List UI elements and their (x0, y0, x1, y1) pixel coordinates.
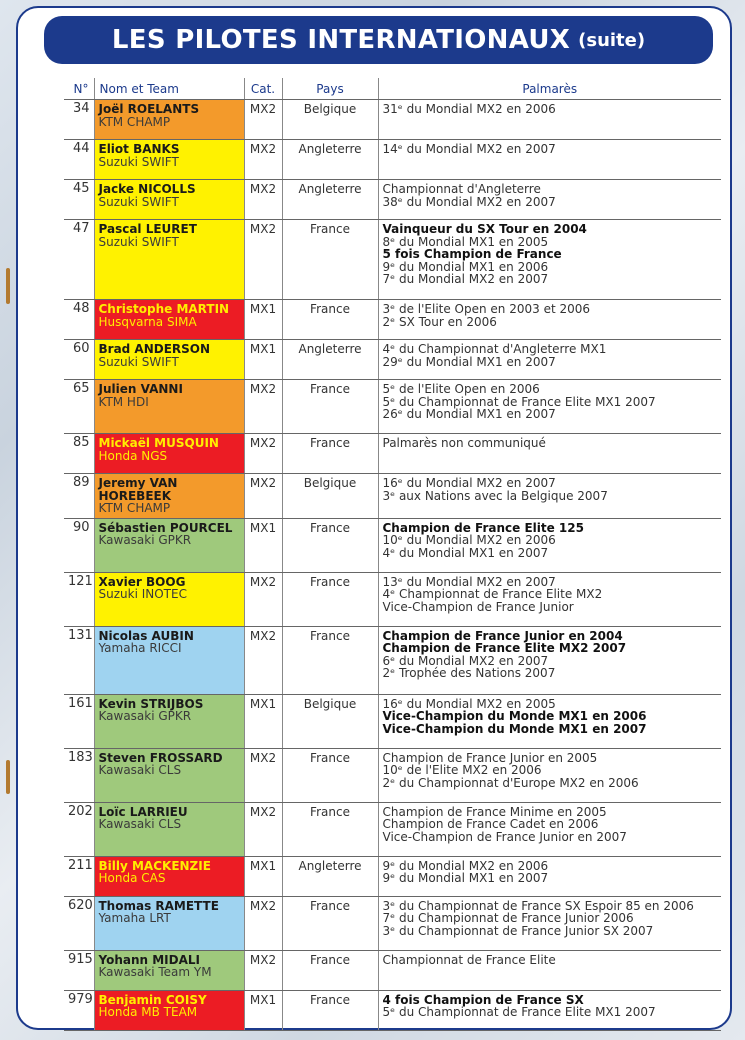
pilot-team: KTM HDI (98, 394, 149, 409)
pilot-name: Eliot BANKS (98, 142, 180, 156)
pilot-country: France (282, 380, 378, 434)
page-title-banner (44, 16, 713, 64)
edge-mark-top (6, 268, 10, 304)
palmares-line: 2ᵉ SX Tour en 2006 (382, 314, 497, 329)
header-cat: Cat. (244, 78, 282, 100)
pilot-palmares (378, 694, 721, 748)
palmares-line: 3ᵉ de l'Elite Open en 2003 et 2006 (382, 302, 591, 316)
palmares-line: 7ᵉ du Mondial MX2 en 2007 (382, 272, 549, 286)
pilot-number: 60 (64, 340, 94, 380)
pilot-name: Loïc LARRIEU (98, 804, 188, 819)
palmares-line: 14ᵉ du Mondial MX2 en 2007 (382, 142, 556, 156)
table-row (64, 100, 721, 140)
palmares-line: 4 fois Champion de France SX (382, 992, 584, 1007)
palmares-line: Palmarès non communiqué (382, 436, 546, 450)
palmares-line: 29ᵉ du Mondial MX1 en 2007 (382, 354, 556, 369)
pilot-palmares (378, 802, 721, 856)
pilot-team: Suzuki SWIFT (98, 154, 179, 169)
pilot-category: MX1 (244, 518, 282, 572)
table-row (64, 748, 721, 802)
pilot-country: Angleterre (282, 340, 378, 380)
pilot-name-team-cell (94, 220, 244, 300)
pilot-number: 44 (64, 140, 94, 180)
table-row (64, 950, 721, 990)
pilot-name: Mickaël MUSQUIN (98, 436, 219, 450)
pilot-country: France (282, 572, 378, 626)
pilot-country: Angleterre (282, 856, 378, 896)
pilot-category: MX2 (244, 802, 282, 856)
palmares-line: 3ᵉ aux Nations avec la Belgique 2007 (382, 488, 608, 503)
palmares-line: Champion de France Junior en 2005 (382, 750, 598, 765)
pilot-palmares (378, 572, 721, 626)
pilot-palmares (378, 340, 721, 380)
pilot-team: Honda CAS (98, 871, 166, 885)
page-title-suffix: (suite) (578, 29, 646, 51)
table-row (64, 220, 721, 300)
pilot-palmares (378, 380, 721, 434)
pilot-category: MX2 (244, 434, 282, 474)
pilot-country: France (282, 626, 378, 694)
pilot-name-team-cell (94, 626, 244, 694)
palmares-line: Champion de France Cadet en 2006 (382, 817, 599, 831)
pilot-category: MX2 (244, 626, 282, 694)
pilot-name: Benjamin COISY (98, 992, 207, 1007)
pilot-number: 47 (64, 220, 94, 300)
pilot-number: 202 (64, 802, 94, 856)
palmares-line: Championnat d'Angleterre (382, 182, 541, 196)
pilot-category: MX2 (244, 474, 282, 519)
pilot-name-team-cell (94, 100, 244, 140)
pilot-name-team-cell (94, 340, 244, 380)
pilot-number: 90 (64, 518, 94, 572)
palmares-line: Vice-Champion du Monde MX1 en 2007 (382, 721, 647, 736)
pilot-name: Julien VANNI (98, 382, 183, 396)
edge-mark-bottom (6, 760, 10, 794)
palmares-line: 5ᵉ du Championnat de France Elite MX1 2007 (382, 1005, 656, 1019)
pilot-country: France (282, 990, 378, 1030)
pilot-country: France (282, 300, 378, 340)
pilot-number: 48 (64, 300, 94, 340)
pilot-name-team-cell (94, 180, 244, 220)
pilot-category: MX2 (244, 180, 282, 220)
palmares-line: Vice-Champion de France Junior (382, 599, 574, 614)
pilot-number: 45 (64, 180, 94, 220)
pilot-category: MX1 (244, 990, 282, 1030)
pilot-name-team-cell (94, 694, 244, 748)
pilot-palmares (378, 140, 721, 180)
pilot-name-team-cell (94, 518, 244, 572)
pilot-palmares (378, 626, 721, 694)
pilot-team: Yamaha LRT (98, 911, 171, 925)
pilot-name: Pascal LEURET (98, 222, 197, 236)
pilot-name-team-cell (94, 380, 244, 434)
pilot-palmares (378, 434, 721, 474)
table-row (64, 518, 721, 572)
palmares-line: 16ᵉ du Mondial MX2 en 2007 (382, 476, 556, 490)
pilot-category: MX1 (244, 856, 282, 896)
pilot-country: France (282, 950, 378, 990)
pilot-palmares (378, 220, 721, 300)
pilot-palmares (378, 518, 721, 572)
palmares-line: 5ᵉ du Championnat de France Elite MX1 2007 (382, 394, 656, 409)
table-row (64, 856, 721, 896)
palmares-line: 7ᵉ du Championnat de France Junior 2006 (382, 911, 634, 925)
pilot-team: Kawasaki CLS (98, 763, 182, 777)
palmares-line: Champion de France Junior en 2004 (382, 628, 623, 643)
pilot-number: 85 (64, 434, 94, 474)
table-row (64, 340, 721, 380)
pilot-palmares (378, 950, 721, 990)
palmares-line: 6ᵉ du Mondial MX2 en 2007 (382, 653, 549, 668)
pilot-team: Husqvarna SIMA (98, 314, 197, 329)
pilot-category: MX2 (244, 950, 282, 990)
table-row (64, 474, 721, 519)
palmares-line: 31ᵉ du Mondial MX2 en 2006 (382, 102, 556, 116)
palmares-line: 9ᵉ du Mondial MX1 en 2006 (382, 259, 549, 274)
pilot-palmares (378, 748, 721, 802)
pilot-palmares (378, 896, 721, 950)
pilot-category: MX1 (244, 694, 282, 748)
pilot-country: Belgique (282, 694, 378, 748)
pilot-team: Kawasaki GPKR (98, 709, 192, 723)
pilot-name: Billy MACKENZIE (98, 858, 211, 873)
pilot-country: Belgique (282, 100, 378, 140)
pilot-number: 620 (64, 896, 94, 950)
pilot-country: Angleterre (282, 180, 378, 220)
pilot-country: France (282, 220, 378, 300)
table-header-row (64, 78, 721, 100)
palmares-line: 5ᵉ de l'Elite Open en 2006 (382, 382, 540, 396)
table-row (64, 626, 721, 694)
pilot-name: Thomas RAMETTE (98, 898, 219, 913)
pilot-name-team-cell (94, 434, 244, 474)
palmares-line: 10ᵉ du Mondial MX2 en 2006 (382, 533, 556, 547)
pilot-country: France (282, 518, 378, 572)
pilot-name: Yohann MIDALI (98, 952, 201, 967)
palmares-line: 5 fois Champion de France (382, 247, 562, 261)
table-row (64, 140, 721, 180)
pilot-number: 183 (64, 748, 94, 802)
palmares-line: 16ᵉ du Mondial MX2 en 2005 (382, 696, 556, 711)
palmares-line: 2ᵉ Trophée des Nations 2007 (382, 666, 556, 680)
pilot-category: MX2 (244, 380, 282, 434)
palmares-line: 3ᵉ du Championnat de France Junior SX 2007 (382, 923, 654, 938)
pilot-category: MX2 (244, 100, 282, 140)
pilot-team: KTM CHAMP (98, 114, 171, 129)
pilot-palmares (378, 180, 721, 220)
pilot-name: Sébastien POURCEL (98, 520, 233, 535)
pilot-country: Angleterre (282, 140, 378, 180)
pilot-name-team-cell (94, 896, 244, 950)
pilot-name: Jeremy VAN HOREBEEK (98, 476, 178, 503)
pilot-name: Kevin STRIJBOS (98, 696, 204, 711)
pilot-team: Honda MB TEAM (98, 1005, 198, 1019)
pilot-team: Kawasaki GPKR (98, 533, 192, 547)
palmares-line: 13ᵉ du Mondial MX2 en 2007 (382, 574, 556, 589)
palmares-line: 8ᵉ du Mondial MX1 en 2005 (382, 234, 549, 249)
palmares-line: Vice-Champion du Monde MX1 en 2006 (382, 709, 647, 723)
pilot-name-team-cell (94, 802, 244, 856)
pilot-number: 979 (64, 990, 94, 1030)
pilot-number: 34 (64, 100, 94, 140)
page-title: LES PILOTES INTERNATIONAUX (111, 25, 571, 55)
pilot-country: France (282, 802, 378, 856)
table-row (64, 380, 721, 434)
pilot-name: Christophe MARTIN (98, 302, 230, 316)
palmares-line: 38ᵉ du Mondial MX2 en 2007 (382, 194, 556, 209)
pilot-name-team-cell (94, 856, 244, 896)
header-num: N° (64, 78, 94, 100)
table-row (64, 896, 721, 950)
pilot-team: Suzuki INOTEC (98, 587, 187, 601)
palmares-line: Championnat de France Elite (382, 952, 556, 967)
pilot-country: France (282, 896, 378, 950)
pilot-name: Brad ANDERSON (98, 342, 211, 356)
pilot-category: MX2 (244, 220, 282, 300)
pilot-category: MX2 (244, 572, 282, 626)
palmares-line: Champion de France Elite 125 (382, 520, 584, 535)
pilot-team: Suzuki SWIFT (98, 354, 179, 369)
pilot-name: Jacke NICOLLS (98, 182, 196, 196)
palmares-line: 9ᵉ du Mondial MX1 en 2007 (382, 871, 549, 885)
palmares-line: 4ᵉ du Championnat d'Angleterre MX1 (382, 342, 607, 356)
pilot-name-team-cell (94, 950, 244, 990)
palmares-line: Vice-Champion de France Junior en 2007 (382, 829, 627, 844)
pilot-palmares (378, 990, 721, 1030)
pilot-category: MX2 (244, 140, 282, 180)
pilot-country: France (282, 748, 378, 802)
pilot-name: Joël ROELANTS (98, 102, 200, 116)
pilot-team: Suzuki SWIFT (98, 194, 179, 209)
pilot-team: Kawasaki CLS (98, 817, 182, 831)
table-row (64, 694, 721, 748)
pilots-table (64, 78, 721, 1031)
table-row (64, 180, 721, 220)
pilot-name-team-cell (94, 572, 244, 626)
table-row (64, 434, 721, 474)
pilot-number: 89 (64, 474, 94, 519)
header-palmares: Palmarès (378, 78, 721, 100)
pilot-palmares (378, 856, 721, 896)
pilot-number: 915 (64, 950, 94, 990)
pilot-category: MX2 (244, 896, 282, 950)
pilot-name-team-cell (94, 140, 244, 180)
palmares-line: Champion de France Minime en 2005 (382, 804, 607, 819)
pilot-category: MX1 (244, 340, 282, 380)
pilot-category: MX2 (244, 748, 282, 802)
table-row (64, 802, 721, 856)
pilot-name: Nicolas AUBIN (98, 628, 194, 643)
pilot-palmares (378, 474, 721, 519)
pilot-team: Kawasaki Team YM (98, 965, 212, 979)
pilot-name: Steven FROSSARD (98, 750, 223, 765)
table-row (64, 300, 721, 340)
pilot-name-team-cell (94, 748, 244, 802)
pilot-name-team-cell (94, 990, 244, 1030)
pilot-name-team-cell (94, 300, 244, 340)
palmares-line: Vainqueur du SX Tour en 2004 (382, 222, 587, 236)
palmares-line: Champion de France Elite MX2 2007 (382, 641, 627, 655)
pilot-team: Suzuki SWIFT (98, 234, 179, 249)
palmares-line: 2ᵉ du Championnat d'Europe MX2 en 2006 (382, 775, 639, 790)
pilot-number: 121 (64, 572, 94, 626)
palmares-line: 4ᵉ Championnat de France Elite MX2 (382, 587, 603, 601)
pilot-number: 211 (64, 856, 94, 896)
table-row (64, 572, 721, 626)
palmares-line: 9ᵉ du Mondial MX2 en 2006 (382, 858, 549, 873)
table-row (64, 990, 721, 1030)
palmares-line: 3ᵉ du Championnat de France SX Espoir 85 en 2006 (382, 898, 694, 913)
palmares-line: 26ᵉ du Mondial MX1 en 2007 (382, 407, 556, 421)
pilot-team: Honda NGS (98, 448, 168, 463)
pilot-number: 131 (64, 626, 94, 694)
pilot-number: 65 (64, 380, 94, 434)
pilot-country: Belgique (282, 474, 378, 519)
header-pays: Pays (282, 78, 378, 100)
pilot-country: France (282, 434, 378, 474)
pilot-name: Xavier BOOG (98, 574, 186, 589)
palmares-line: 10ᵉ de l'Elite MX2 en 2006 (382, 763, 542, 777)
pilot-team: Yamaha RICCI (98, 641, 182, 655)
pilot-team: KTM CHAMP (98, 501, 171, 515)
pilot-category: MX1 (244, 300, 282, 340)
pilots-table-body (64, 100, 721, 1031)
pilot-palmares (378, 100, 721, 140)
pilot-name-team-cell (94, 474, 244, 519)
pilot-number: 161 (64, 694, 94, 748)
header-name: Nom et Team (94, 78, 244, 100)
palmares-line: 4ᵉ du Mondial MX1 en 2007 (382, 545, 549, 560)
pilot-palmares (378, 300, 721, 340)
